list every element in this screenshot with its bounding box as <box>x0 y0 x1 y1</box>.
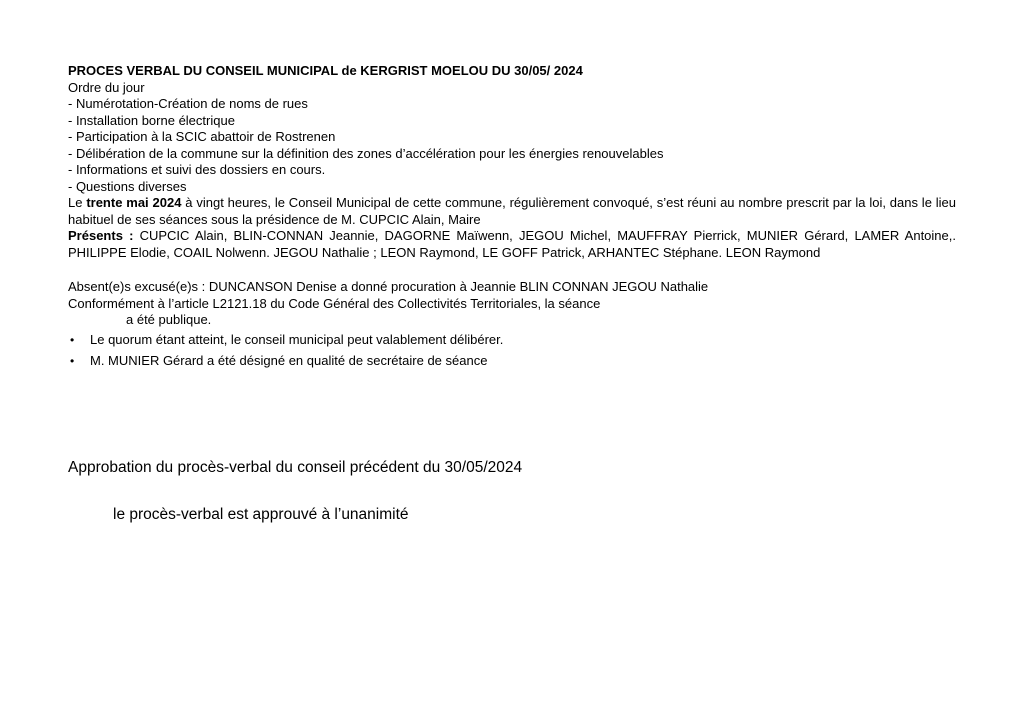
agenda-item: - Numérotation-Création de noms de rues <box>68 96 308 111</box>
spacer <box>68 261 956 279</box>
bullet-item <box>68 353 956 370</box>
opening-paragraph <box>68 195 956 228</box>
presents-label: Présents : <box>68 228 134 243</box>
opening-prefix: Le <box>68 195 87 210</box>
opening-text: à vingt heures, le Conseil Municipal de cette commune, régulièrement convoqué, s’est réuni au nombre prescrit par la loi, dans le lieu habituel de ses séances sous la présidence de M. CUPCIC Alain, Maire <box>68 195 956 227</box>
approval-heading: Approbation du procès-verbal du conseil précédent du 30/05/2024 <box>68 459 523 476</box>
approval-result: le procès-verbal est approuvé à l’unanimité <box>113 506 409 523</box>
bullet-item <box>68 332 956 349</box>
agenda-item: - Participation à la SCIC abattoir de Rostrenen <box>68 129 336 144</box>
meeting-date: trente mai 2024 <box>86 195 182 210</box>
agenda-item: - Installation borne électrique <box>68 112 235 128</box>
agenda-item: - Délibération de la commune sur la définition des zones d’accélération pour les énergies renouvelables <box>68 145 664 161</box>
minutes-body <box>68 63 956 375</box>
agenda-heading: Ordre du jour <box>68 79 145 95</box>
presents-names: CUPCIC Alain, BLIN-CONNAN Jeannie, DAGORNE Maïwenn, JEGOU Michel, MAUFFRAY Pierrick, MUNIER Gérard, LAMER Antoine,. PHILIPPE Elodie, COAIL Nolwenn. JEGOU Nathalie ; LEON Raymond, LE GOFF Patrick, ARHANTEC Stéphane. LEON Raymond <box>68 228 956 260</box>
absents-line: Absent(e)s excusé(e)s : DUNCANSON Denise a donné procuration à Jeannie BLIN CONNAN JEGOU Nathalie <box>68 279 709 294</box>
presents-paragraph <box>68 228 956 261</box>
agenda-item: - Questions diverses <box>68 178 187 194</box>
bullet-text: M. MUNIER Gérard a été désigné en qualité de secrétaire de séance <box>90 353 488 368</box>
agenda-item: - Informations et suivi des dossiers en cours. <box>68 162 326 177</box>
bullet-list <box>68 332 956 370</box>
bullet-dot-icon: • <box>70 332 75 347</box>
conformity-line: Conformément à l’article L2121.18 du Code Général des Collectivités Territoriales, la séance <box>68 295 601 311</box>
bullet-text: Le quorum étant atteint, le conseil municipal peut valablement délibérer. <box>90 331 504 347</box>
conformity-line-continued: a été publique. <box>126 312 212 327</box>
document-title: PROCES VERBAL DU CONSEIL MUNICIPAL de KERGRIST MOELOU DU 30/05/ 2024 <box>68 63 583 78</box>
bullet-dot-icon: • <box>70 354 75 368</box>
